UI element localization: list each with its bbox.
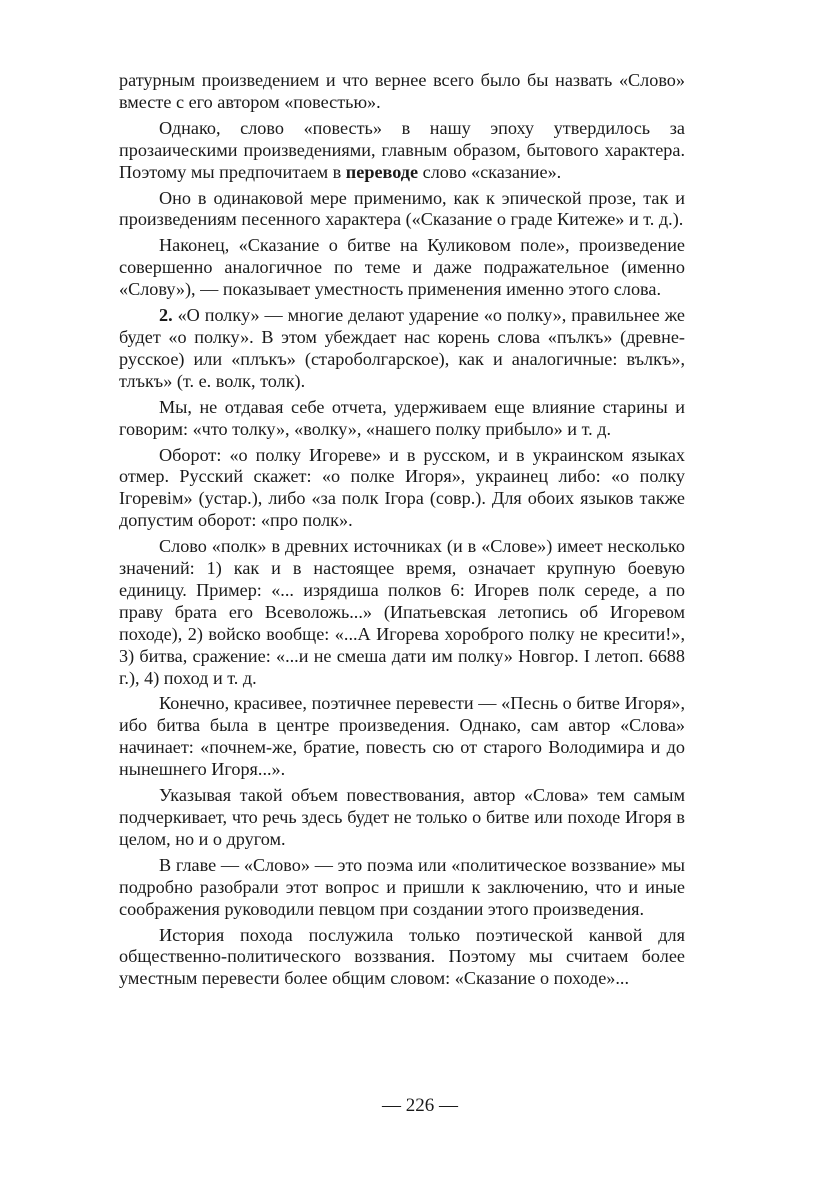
paragraph-2-text-before: Однако, слово «повесть» в нашу эпоху утвердилось за прозаическими произведениями, главным образом, бытового характера. Поэтому мы предпочитаем в	[119, 117, 685, 182]
page-number: — 226 —	[382, 1095, 458, 1116]
paragraph-2	[119, 118, 685, 184]
paragraph-11: В главе — «Слово» — это поэма или «политическое воззвание» мы подробно разобрали этот вопрос и пришли к заключению, что и иные соображения руководили певцом при создании этого произведения.	[119, 854, 685, 919]
paragraph-12: История похода послужила только поэтической канвой для общественно-политического воззвания. Поэтому мы считаем более уместным перевести более общим словом: «Сказание о походе»...	[119, 924, 685, 989]
paragraph-2-text-after: слово «сказание».	[418, 161, 562, 182]
paragraph-8: Слово «полк» в древних источниках (и в «Слове») имеет несколько значений: 1) как и в настоящее время, означает крупную боевую единицу. Пример: «... изрядиша полков 6: Игорев полк середе, а по праву брата его Всеволожь...» (Ипатьевская летопись об Игоревом походе), 2) войско вообще: «...А Игорева хороброго полку не кресити!», 3) битва, сражение: «...и не смеша дати им полку» Новгор. I летоп. 6688 г.), 4) поход и т. д.	[119, 536, 685, 688]
paragraph-5-text: «О полку» — многие делают ударение «о полку», правильнее же будет «о полку». В этом убеждает нас корень слова «пълкъ» (древне-русское) или «плъкъ» (староболгарское), как и аналогичные: вълкъ», тлъкъ» (т. е. волк, толк).	[119, 305, 685, 391]
paragraph-5	[119, 305, 685, 393]
body-text	[119, 70, 685, 994]
paragraph-2-bold-word: переводе	[345, 161, 419, 182]
paragraph-7: Оборот: «о полку Игореве» и в русском, и в украинском языках отмер. Русский скажет: «о полке Игоря», украинец либо: «о полку Ігоревім» (устар.), либо «за полк Ігора (совр.). Для обоих языков также допустим оборот: «про полк».	[119, 444, 685, 531]
paragraph-3: Оно в одинаковой мере применимо, как к эпической прозе, так и произведениям песенного характера («Сказание о граде Китеже» и т. д.).	[119, 187, 685, 230]
paragraph-10: Указывая такой объем повествования, автор «Слова» тем самым подчеркивает, что речь здесь будет не только о битве или походе Игоря в целом, но и о другом.	[119, 785, 685, 849]
paragraph-4: Наконец, «Сказание о битве на Куликовом поле», произведение совершенно аналогичное по теме и даже подражательное (именно «Слову»), — показывает уместность применения именно этого слова.	[119, 235, 685, 300]
paragraph-6: Мы, не отдавая себе отчета, удерживаем еще влияние старины и говорим: «что толку», «волку», «нашего полку прибыло» и т. д.	[119, 396, 685, 439]
paragraph-9: Конечно, красивее, поэтичнее перевести — «Песнь о битве Игоря», ибо битва была в центре произведения. Однако, сам автор «Слова» начинает: «почнем-же, братие, повесть сю от старого Володимира и до нынешнего Игоря...».	[119, 693, 685, 780]
paragraph-5-number: 2.	[159, 305, 173, 326]
paragraph-1: ратурным произведением и что вернее всего было бы назвать «Слово» вместе с его автором «повестью».	[119, 70, 685, 112]
